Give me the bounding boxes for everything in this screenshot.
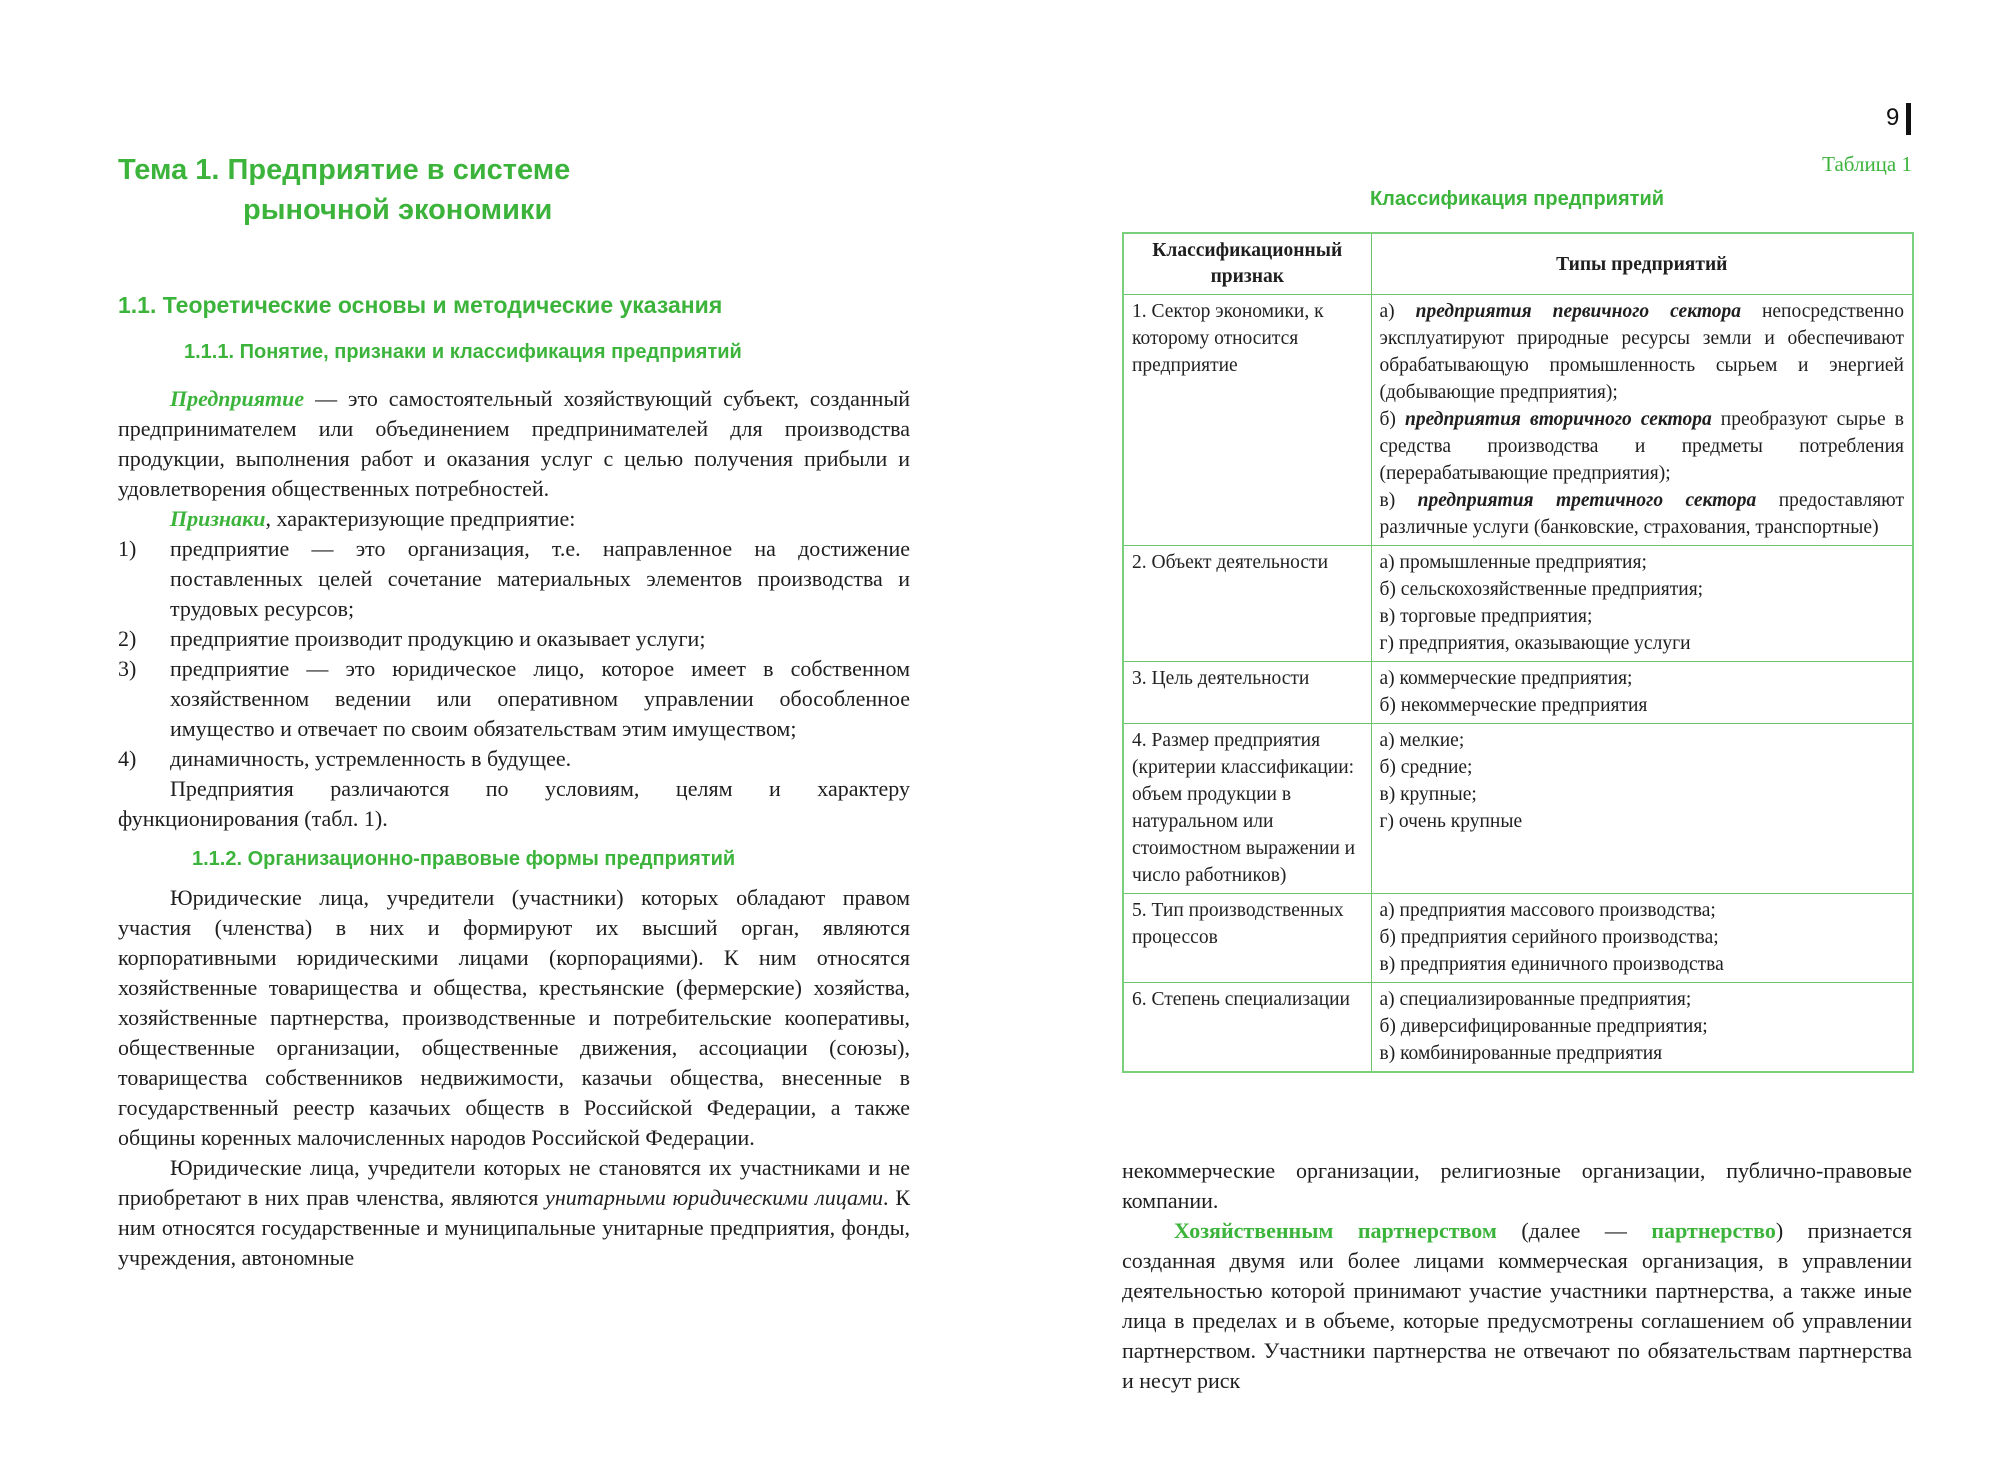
list-item-number: 1) [118,536,137,561]
list-item [118,624,910,654]
type-prefix: а) [1379,301,1416,322]
definition-text: — это самостоятельный хозяйствующий субъект, созданный предпринимателем или объединением предпринимателей для производства продукции, выполнения работ и оказания услуг с целью получения прибыли и удовлетворения общественных потребностей. [118,386,910,501]
type-item: а) предприятия массового производства; [1379,900,1716,921]
type-item [1380,487,1905,541]
table-title-text: Классификация предприятий [1369,188,1665,210]
type-item: а) специализированные предприятия; [1379,989,1692,1010]
types-cell [1371,894,1913,983]
types-cell [1371,724,1913,894]
table-title [1122,188,1912,211]
type-text: непосредственно эксплуатируют природные ресурсы земли и обеспечивают обрабатывающую промышленность сырьем и энергией (добывающие предприятия); [1379,301,1904,403]
page-number: 9 [1886,104,1900,131]
list-item [118,654,910,744]
criterion-cell: 2. Объект деятельности [1123,546,1371,662]
list-item-text: предприятие — это организация, т.е. направленное на достижение поставленных целей сочетание материальных элементов производства и трудовых ресурсов; [170,536,910,621]
list-item [118,534,910,624]
corporate-paragraph: Юридические лица, учредители (участники) которых обладают правом участия (членства) в них и формируют их высший орган, являются корпоративными юридическими лицами (корпорациями). К ним относятся хозяйственные товарищества и общества, крестьянские (фермерские) хозяйства, хозяйственные партнерства, производственные и потребительские кооперативы, общественные организации, общественные движения, ассоциации (союзы), товарищества собственников недвижимости, казачьи общества, внесенные в государственный реестр казачьих обществ в Российской Федерации, а также общины коренных малочисленных народов Российской Федерации. [118,885,910,1150]
type-item: а) мелкие; [1379,730,1465,751]
types-cell [1371,662,1913,724]
topic-title [118,150,910,230]
section-heading-1-1-1: 1.1.1. Понятие, признаки и классификация предприятий [184,341,742,363]
partnership-text: ) признается созданная двумя или более лицами коммерческая организация, в управлении деятельностью которой принимают участие участники партнерства, а также иные лица в пределах и в объеме, которые предусмотрены соглашением об управлении партнерством. Участники партнерства не отвечают по обязательствам партнерства и несут риск [1122,1218,1912,1393]
type-item: в) крупные; [1379,784,1477,805]
unitary-term: унитарными юридическими лицами [545,1185,884,1210]
right-page-text [1122,1156,1912,1396]
type-term: предприятия третичного сектора [1417,490,1757,511]
list-item-text: динамичность, устремленность в будущее. [170,746,572,771]
signs-term: Признаки [170,506,266,531]
differ-paragraph: Предприятия различаются по условиям, целям и характеру функционирования (табл. 1). [118,776,910,831]
partnership-short-term: партнерство [1651,1218,1776,1243]
section-heading-1-1-2: 1.1.2. Организационно-правовые формы предприятий [192,848,736,870]
type-item: г) очень крупные [1379,811,1523,832]
type-term: предприятия вторичного сектора [1405,409,1712,430]
type-item: а) промышленные предприятия; [1379,552,1647,573]
criterion-cell: 1. Сектор экономики, к которому относится предприятие [1123,295,1371,546]
type-item: б) средние; [1379,757,1473,778]
unitary-paragraph [118,1153,910,1273]
type-text: предоставляют различные услуги (банковские, страхования, транспортные) [1379,490,1905,538]
types-cell [1371,983,1913,1073]
list-item-text: предприятие — это юридическое лицо, которое имеет в собственном хозяйственном ведении или оперативном управлении обособленное имущество и отвечает по своим обязательствам этим имуществом; [170,656,910,741]
header-types: Типы предприятий [1371,233,1913,295]
type-term: предприятия первичного сектора [1415,301,1741,322]
type-item: в) комбинированные предприятия [1379,1043,1663,1064]
unitary-text-a: Юридические лица, учредители которых не становятся их участниками и не приобретают в них прав членства, являются [118,1155,910,1210]
table-row [1123,295,1913,546]
table-row [1123,724,1913,894]
type-item [1380,298,1905,406]
criterion-cell: 3. Цель деятельности [1123,662,1371,724]
list-item-number: 4) [118,746,137,771]
left-page [118,150,910,1273]
page-number-bar [1906,103,1911,135]
table-row [1123,546,1913,662]
list-item-number: 3) [118,656,137,681]
type-item: б) предприятия серийного производства; [1379,927,1719,948]
type-item: в) предприятия единичного производства [1379,954,1724,975]
partnership-paragraph [1122,1216,1912,1396]
header-criterion: Классификационный признак [1123,233,1371,295]
type-item: а) коммерческие предприятия; [1379,668,1633,689]
unitary-text-b: . К ним относятся государственные и муниципальные унитарные предприятия, фонды, учреждения, автономные [118,1185,911,1270]
table-row [1123,983,1913,1073]
topic-title-line1: Тема 1. Предприятие в системе [118,154,571,186]
table-label: Таблица 1 [1822,152,1912,176]
table-row [1123,662,1913,724]
type-text: преобразуют сырье в средства производства и предметы потребления (перерабатывающие предприятия); [1379,409,1904,484]
signs-list [118,534,910,774]
types-cell [1371,295,1913,546]
type-item: б) некоммерческие предприятия [1379,695,1648,716]
type-prefix: б) [1379,409,1405,430]
type-item: в) торговые предприятия; [1379,606,1593,627]
signs-intro-text: , характеризующие предприятие: [265,506,576,531]
after-table-paragraph: некоммерческие организации, религиозные организации, публично-правовые компании. [1122,1158,1912,1213]
classification-table [1122,232,1914,1073]
type-item [1380,406,1905,487]
topic-title-line2: рыночной экономики [243,194,553,226]
type-prefix: в) [1379,490,1418,511]
type-item: г) предприятия, оказывающие услуги [1379,633,1691,654]
types-cell [1371,546,1913,662]
type-item: б) диверсифицированные предприятия; [1379,1016,1708,1037]
criterion-cell: 4. Размер предприятия (критерии классификации: объем продукции в натуральном или стоимостном выражении и число работников) [1123,724,1371,894]
partnership-term: Хозяйственным партнерством [1174,1218,1497,1243]
list-item-text: предприятие производит продукцию и оказывает услуги; [170,626,706,651]
table-header-row [1123,233,1913,295]
type-item: б) сельскохозяйственные предприятия; [1379,579,1704,600]
definition-term: Предприятие [170,386,305,411]
signs-intro [118,504,910,534]
list-item [118,744,910,774]
definition-paragraph [118,384,910,504]
criterion-cell: 6. Степень специализации [1123,983,1371,1073]
list-item-number: 2) [118,626,137,651]
criterion-cell: 5. Тип производственных процессов [1123,894,1371,983]
section-heading-1-1: 1.1. Теоретические основы и методические указания [118,292,723,318]
partnership-mid: (далее — [1496,1218,1652,1243]
table-row [1123,894,1913,983]
